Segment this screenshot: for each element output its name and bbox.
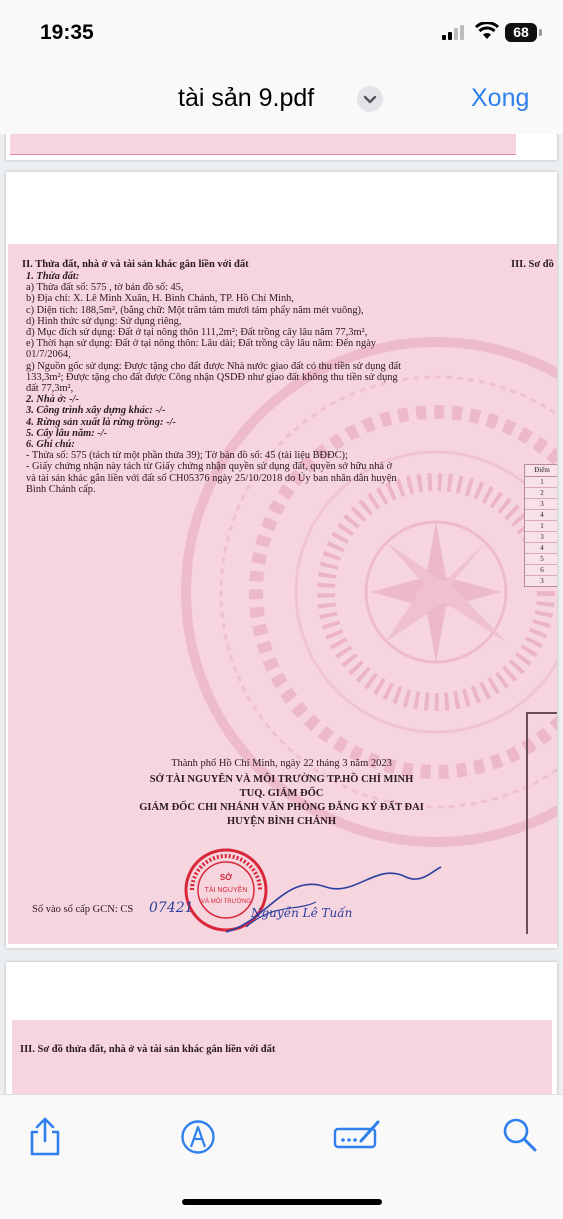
- doc-line: g) Nguồn gốc sử dụng: Được tặng cho đất được Nhà nước giao đất có thu tiền sử dụng đất: [26, 360, 402, 372]
- doc-line: 3. Công trình xây dựng khác: -/-: [26, 405, 166, 417]
- stamp-top: SỞ: [219, 873, 233, 882]
- signature-district: HUYỆN BÌNH CHÁNH: [226, 816, 337, 827]
- doc-line: 01/7/2064,: [26, 349, 71, 361]
- doc-line: 1. Thửa đất:: [26, 271, 80, 282]
- wifi-icon: [475, 22, 499, 40]
- status-bar: [0, 0, 563, 62]
- home-indicator: [182, 1199, 382, 1205]
- share-icon[interactable]: [28, 1117, 62, 1157]
- doc-line: 5. Cây lâu năm: -/-: [26, 427, 108, 439]
- doc-line: 133,3m²; Được tặng cho đất được Công nhận QSDĐ như giao đất không thu tiền sử dụng: [26, 371, 398, 383]
- doc-line: đất 77,3m²,: [26, 383, 74, 395]
- doc-line: và tài sản khác gắn liền với đất số CH05376 ngày 25/10/2018 do Ủy ban nhân dân huyện: [26, 472, 397, 484]
- doc-line: Bình Chánh cấp.: [26, 483, 96, 495]
- signer-name: Nguyễn Lê Tuấn: [251, 906, 353, 920]
- doc-line: đ) Mục đích sử dụng: Đất ở tại nông thôn 111,2m²; Đất trồng cây lâu năm 77,3m²,: [26, 327, 368, 339]
- registry-label: Số vào sổ cấp GCN: CS: [32, 904, 134, 915]
- done-button[interactable]: Xong: [471, 84, 530, 112]
- search-icon[interactable]: [502, 1117, 538, 1155]
- table-row: 6: [525, 565, 557, 576]
- doc-line: e) Thời hạn sử dụng: Đất ở tại nông thôn: Lâu dài; Đất trồng cây lâu năm: Đến ngày: [26, 338, 377, 350]
- table-row: 5: [525, 554, 557, 565]
- table-row: 4: [525, 543, 557, 554]
- doc-line: 2. Nhà ở: -/-: [26, 394, 79, 406]
- form-fill-icon[interactable]: [333, 1117, 383, 1153]
- coordinate-table: [524, 464, 557, 587]
- pdf-page-2: [6, 172, 557, 948]
- table-row: 3: [525, 499, 557, 510]
- signature-org: SỞ TÀI NGUYÊN VÀ MÔI TRƯỜNG TP.HỒ CHÍ MINH: [149, 774, 414, 785]
- doc-line: - Thửa số: 575 (tách từ một phần thửa 39); Tờ bản đồ số: 45 (tài liệu BĐĐC);: [26, 450, 348, 462]
- land-details: [26, 271, 401, 495]
- pdf-viewer[interactable]: [0, 134, 563, 1094]
- section-3-header-partial: III. Sơ đồ: [511, 259, 554, 270]
- page-1-paper: [10, 134, 516, 155]
- stamp-bottom: VÀ MÔI TRƯỜNG: [201, 899, 251, 905]
- section-2-header: II. Thửa đất, nhà ở và tài sản khác gắn liền với đất: [22, 259, 249, 270]
- chevron-down-icon[interactable]: [357, 86, 383, 112]
- doc-line: a) Thửa đất số: 575 , tờ bản đồ số: 45,: [26, 282, 184, 294]
- cellular-signal-icon: [442, 25, 466, 40]
- navigation-bar: [0, 62, 563, 135]
- battery-cap: [539, 29, 542, 36]
- table-row: 3: [525, 532, 557, 543]
- doc-line: - Giấy chứng nhận này tách từ Giấy chứng nhận quyền sử dụng đất, quyền sở hữu nhà ở: [26, 461, 393, 473]
- handwritten-signature: [206, 832, 446, 948]
- status-time: 19:35: [40, 21, 94, 44]
- doc-line: 4. Rừng sản xuất là rừng trồng: -/-: [26, 416, 176, 428]
- stamp-mid: TÀI NGUYÊN: [204, 887, 248, 894]
- place-date: Thành phố Hồ Chí Minh, ngày 22 tháng 3 năm 2023: [171, 758, 392, 769]
- document-title[interactable]: tài sản 9.pdf: [178, 84, 315, 112]
- page-3-paper: [12, 1020, 552, 1094]
- doc-line: d) Hình thức sử dụng: Sử dụng riêng,: [26, 315, 182, 327]
- table-row: 3: [540, 577, 544, 585]
- table-row: 4: [525, 510, 557, 521]
- table-row: 2: [525, 488, 557, 499]
- table-header: Điểm: [525, 465, 557, 477]
- markup-icon[interactable]: [180, 1117, 216, 1157]
- doc-line: c) Diện tích: 188,5m², (bằng chữ: Một trăm tám mươi tám phẩy năm mét vuông),: [26, 304, 364, 316]
- pdf-page-1: [6, 134, 557, 160]
- signature-title: GIÁM ĐỐC CHI NHÁNH VĂN PHÒNG ĐĂNG KÝ ĐẤT ĐAI: [139, 802, 424, 813]
- registry-number: 07421: [149, 900, 194, 916]
- battery-icon: 68: [505, 23, 537, 42]
- table-row: 1: [525, 521, 557, 532]
- pdf-page-3: [6, 962, 557, 1094]
- doc-line: 6. Ghi chú:: [26, 439, 75, 451]
- doc-line: b) Địa chỉ: X. Lê Minh Xuân, H. Bình Chánh, TP. Hồ Chí Minh,: [26, 293, 294, 305]
- page-3-header: III. Sơ đồ thửa đất, nhà ở và tài sản khác gắn liền với đất: [20, 1044, 276, 1055]
- bottom-toolbar: [0, 1094, 563, 1219]
- table-row: 1: [525, 477, 557, 488]
- signature-tuq: TUQ. GIÁM ĐỐC: [239, 788, 324, 799]
